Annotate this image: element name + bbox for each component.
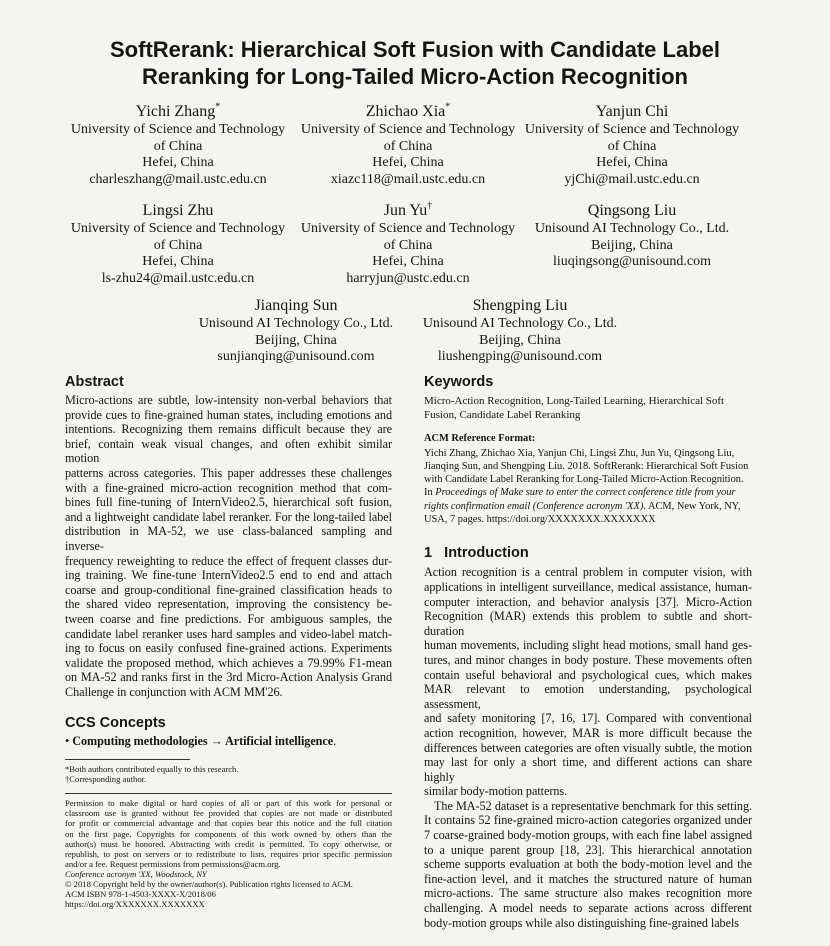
author-location: Beijing, China: [479, 332, 561, 348]
text-line: the shared video representation, improving the consistency be-: [65, 597, 392, 612]
text-line: validate the proposed method, which achieves a 79.99% F1-mean: [65, 655, 392, 670]
author-mark: †: [427, 200, 433, 212]
author-location: Beijing, China: [591, 237, 673, 253]
author-block: [60, 201, 296, 287]
paper-title: [60, 36, 770, 90]
author-affiliation: University of Science and Technology: [300, 122, 516, 137]
left-column: [65, 373, 392, 909]
author-location: Hefei, China: [142, 254, 214, 269]
doi-line: https://doi.org/XXXXXXX.XXXXXXX: [65, 899, 205, 910]
author-name: Lingsi Zhu: [142, 202, 214, 219]
text-line: ing to focus on easily confused fine-grained actions. Experiments: [65, 641, 392, 656]
keywords-heading: Keywords: [424, 374, 494, 390]
permission-rule: [65, 793, 392, 794]
text-line: to a unique parent group [18, 23]. This hierarchical annotation: [424, 842, 752, 857]
author-block: [290, 102, 526, 188]
acm-ref-line: [424, 486, 752, 499]
author-block: [514, 102, 750, 188]
author-name: Yichi Zhang: [135, 103, 216, 120]
author-email: harryjun@ustc.edu.cn: [346, 270, 470, 286]
text-line: frequency reweighting to reduce the effect of frequent classes dur-: [65, 553, 392, 568]
isbn-line: ACM ISBN 978-1-4503-XXXX-X/2018/06: [65, 889, 216, 900]
text-line: coarse and group-conditional fine-grained classification heads to: [65, 582, 392, 597]
conference-line: Conference acronym 'XX, Woodstock, NY: [65, 868, 207, 879]
text-line: fine-action level, and it matches the structured nature of human: [424, 871, 752, 886]
author-affiliation: University of Science and Technology: [300, 221, 516, 236]
text-line: similar body-motion patterns.: [424, 784, 568, 799]
text-line: MAR relevant to emotion understanding, psychological assessment,: [424, 682, 752, 711]
text-line: tures, and minor changes in body posture. These movements often: [424, 652, 752, 667]
text-line: computer interaction, and behavior analysis [37]. Micro-Action: [424, 594, 752, 609]
acm-ref-line: USA, 7 pages. https://doi.org/XXXXXXX.XXXXXXX: [424, 514, 656, 526]
author-name: Jun Yu: [383, 202, 428, 219]
text-line: scheme supports evaluation at both the body-motion level and the: [424, 857, 752, 872]
acm-ref-line: with Candidate Label Reranking for Long-Tailed Micro-Action Recognition.: [424, 474, 744, 486]
text-line: applications in intelligent surveillance, medical assistance, human-: [424, 579, 752, 594]
author-email: liuqingsong@unisound.com: [553, 254, 711, 269]
text-line: Action recognition is a central problem in computer vision, with: [424, 565, 752, 580]
text-line: on MA-52 and ranks first in the 3rd Micro-Action Analysis Grand: [65, 670, 392, 685]
author-affiliation: of China: [153, 138, 203, 154]
text-line: classroom use is granted without fee provided that copies are not made or distributed: [65, 808, 392, 819]
author-email: xiazc118@mail.ustc.edu.cn: [330, 171, 486, 187]
author-location: Hefei, China: [142, 155, 214, 170]
text-line: Challenge in conjunction with ACM MM'26.: [65, 684, 283, 699]
section-title: Introduction: [444, 545, 529, 562]
text-line: human movements, including slight head motions, small hand ges-: [424, 638, 752, 653]
intro-paragraph: [424, 799, 752, 930]
author-affiliation: Unisound AI Technology Co., Ltd.: [534, 221, 730, 236]
ccs-heading: CCS Concepts: [65, 715, 166, 732]
author-block: [402, 296, 638, 366]
text-line: on the first page. Copyrights for components of this work owned by others than the: [65, 828, 392, 839]
ccs-item: Computing methodologies → Artificial intelligence: [72, 734, 334, 749]
text-line: and safety monitoring [7, 16, 17]. Compared with conventional: [424, 711, 752, 726]
author-block: [178, 296, 414, 366]
text-line: for profit or commercial advantage and that copies bear this notice and the full citation: [65, 818, 392, 829]
text-line: It contains 52 fine-grained micro-action categories organized under: [424, 813, 752, 828]
text-line: author(s) must be honored. Abstracting with credit is permitted. To copy otherwise, or: [65, 838, 392, 849]
ccs-concept: [65, 734, 392, 749]
text-line: differences between categories are often visually subtle, the motion: [424, 740, 752, 755]
text-line: ing training. We fine-tune InternVideo2.5 end to end and attach: [65, 568, 392, 583]
abstract-text: [65, 393, 392, 699]
text-line: brief, contain weak visual changes, and often exhibit similar motion: [65, 436, 392, 466]
intro-heading: [424, 544, 752, 562]
footnote: †Corresponding author.: [65, 774, 147, 785]
text-line: candidate label reranker uses hard samples and video-label match-: [65, 626, 392, 641]
text-line: provide cues to fine-grained human states, including emotions and: [65, 407, 392, 422]
author-email: yjChi@mail.ustc.edu.cn: [564, 171, 700, 187]
author-affiliation: of China: [383, 237, 433, 253]
author-block: [514, 201, 750, 271]
author-affiliation: University of Science and Technology: [70, 221, 286, 236]
author-name: Qingsong Liu: [587, 202, 677, 219]
author-affiliation: of China: [607, 138, 657, 154]
text-line: and/or a fee. Request permissions from permissions@acm.org.: [65, 858, 281, 869]
author-mark: *: [445, 101, 451, 113]
acm-ref-text-post: ACM, New York, NY,: [645, 500, 741, 512]
title-line: Reranking for Long-Tailed Micro-Action Recognition: [142, 64, 688, 89]
text-line: patterns across categories. This paper addresses these challenges: [65, 465, 392, 480]
text-line: action recognition, however, MAR is more difficult because the: [424, 725, 752, 740]
text-line: challenging. A model needs to separate actions across different: [424, 901, 752, 916]
author-email: sunjianqing@unisound.com: [217, 349, 375, 364]
text-line: body-motion groups while also distinguishing fine-grained labels: [424, 915, 739, 930]
keywords-text: [424, 395, 752, 422]
text-line: distribution in MA-52, we use class-balanced sampling and inverse-: [65, 524, 392, 553]
author-mark: *: [215, 101, 221, 113]
author-location: Hefei, China: [372, 254, 444, 269]
ccs-period: .: [333, 734, 337, 749]
author-email: charleszhang@mail.ustc.edu.cn: [89, 171, 267, 187]
author-location: Hefei, China: [596, 155, 668, 170]
acm-ref-proceedings: Proceedings of Make sure to enter the correct conference title from your: [435, 487, 736, 499]
author-name: Shengping Liu: [472, 297, 568, 314]
acm-ref-proceedings: rights confirmation email (Conference acronym 'XX).: [424, 500, 646, 512]
author-block: [60, 102, 296, 188]
text-line: and a lightweight candidate label reranker. For the long-tailed label: [65, 509, 392, 524]
author-location: Hefei, China: [372, 155, 444, 170]
author-email: liushengping@unisound.com: [437, 349, 603, 364]
permission-text: [65, 798, 392, 869]
text-line: may last for only a short time, and different actions can share highly: [424, 755, 752, 784]
intro-paragraph: [424, 565, 752, 799]
acm-ref-line: [424, 500, 752, 513]
text-line: intentions. Recognizing them remains difficult because they are: [65, 422, 392, 437]
abstract-heading: Abstract: [65, 374, 124, 390]
footnote-rule: [65, 759, 190, 760]
text-line: Recognition (MAR) extends this problem to subtle and short-duration: [424, 609, 752, 638]
text-line: micro-actions. The same structure also makes recognition more: [424, 886, 752, 901]
copyright-line: © 2018 Copyright held by the owner/author(s). Publication rights licensed to ACM.: [65, 879, 353, 889]
text-line: Micro-actions are subtle, low-intensity non-verbal behaviors that: [65, 393, 392, 407]
right-column: [424, 373, 752, 930]
author-name: Yanjun Chi: [595, 103, 669, 120]
text-line: tween coarse and fine predictions. For ambiguous samples, the: [65, 611, 392, 626]
keywords-line: Fusion, Candidate Label Reranking: [424, 408, 581, 421]
acm-ref-text-pre: In: [424, 487, 436, 499]
footnote: *Both authors contributed equally to this research.: [65, 764, 239, 775]
author-affiliation: Unisound AI Technology Co., Ltd.: [422, 316, 618, 331]
text-line: bines full fine-tuning of InternVideo2.5, hierarchical soft fusion,: [65, 495, 392, 510]
text-line: with a fine-grained micro-action recognition method that com-: [65, 480, 392, 495]
text-line: contain useful behavioral and psychological cues, which makes: [424, 667, 752, 682]
ccs-bullet: •: [65, 734, 70, 749]
author-affiliation: of China: [383, 138, 433, 154]
author-location: Beijing, China: [255, 332, 337, 348]
author-affiliation: University of Science and Technology: [70, 122, 286, 137]
text-line: 7 coarse-grained body-motion groups, with each fine label assigned: [424, 828, 752, 843]
acm-ref-heading: ACM Reference Format:: [424, 433, 536, 445]
text-line: republish, to post on servers or to redistribute to lists, requires prior specific permission: [65, 848, 392, 859]
keywords-line: Micro-Action Recognition, Long-Tailed Learning, Hierarchical Soft: [424, 395, 725, 407]
acm-ref-line: Yichi Zhang, Zhichao Xia, Yanjun Chi, Lingsi Zhu, Jun Yu, Qingsong Liu,: [424, 447, 735, 459]
text-line: The MA-52 dataset is a representative benchmark for this setting.: [434, 798, 752, 813]
acm-ref-line: Jianqing Sun, and Shengping Liu. 2018. SoftRerank: Hierarchical Soft Fusion: [424, 460, 749, 472]
author-affiliation: University of Science and Technology: [524, 122, 740, 137]
acm-ref-text: [424, 447, 752, 527]
author-block: [290, 201, 526, 287]
title-line: SoftRerank: Hierarchical Soft Fusion with Candidate Label: [110, 37, 720, 62]
section-number: 1: [424, 545, 433, 562]
author-email: ls-zhu24@mail.ustc.edu.cn: [101, 270, 255, 286]
author-name: Zhichao Xia: [365, 103, 446, 120]
author-affiliation: Unisound AI Technology Co., Ltd.: [198, 316, 394, 331]
text-line: Permission to make digital or hard copies of all or part of this work for personal or: [65, 798, 392, 809]
author-name: Jianqing Sun: [254, 297, 338, 314]
author-affiliation: of China: [153, 237, 203, 253]
